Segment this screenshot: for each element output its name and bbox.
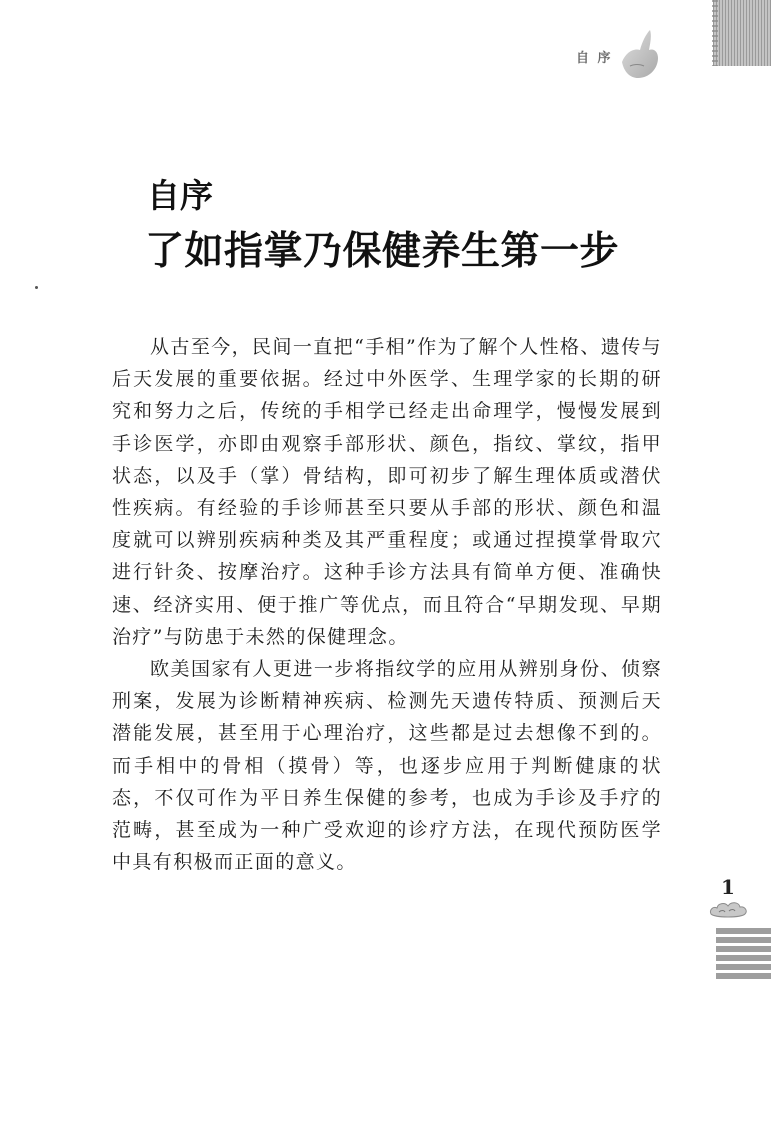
scan-speck [35,286,38,289]
paragraph-2: 欧美国家有人更进一步将指纹学的应用从辨别身份、侦察刑案，发展为诊断精神疾病、检测先天遗传特质、预测后天潜能发展，甚至用于心理治疗，这些都是过去想像不到的。而手相中的骨相（摸骨）等，也逐步应用于判断健康的状态，不仅可作为平日养生保健的参考，也成为手诊及手疗的范畴，甚至成为一种广受欢迎的诊疗方法，在现代预防医学中具有积极而正面的意义。 [112,658,662,874]
header-band [713,0,771,66]
hand-icon [616,22,666,82]
chapter-title: 自序 [147,176,213,215]
paragraph-1: 从古至今，民间一直把“手相”作为了解个人性格、遗传与后天发展的重要依据。经过中外医学、生理学家的长期的研究和努力之后，传统的手相学已经走出命理学，慢慢发展到手诊医学，亦即由观察手部形状、颜色，指纹、掌纹，指甲状态，以及手（掌）骨结构，即可初步了解生理体质或潜伏性疾病。有经验的手诊师甚至只要从手部的形状、颜色和温度就可以辨别疾病种类及其严重程度；或通过捏摸掌骨取穴进行针灸、按摩治疗。这种手诊方法具有简单方便、准确快速、经济实用、便于推广等优点，而且符合“早期发现、早期治疗”与防患于未然的保健理念。 [112,336,662,648]
stripe-block [716,928,771,980]
page-number: 1 [721,875,735,899]
header-band-edge [712,0,718,66]
body-text [112,331,662,878]
running-head: 自 序 [576,51,613,66]
chapter-subtitle: 了如指掌乃保健养生第一步 [145,229,620,274]
cloud-ornament-icon [707,898,749,920]
